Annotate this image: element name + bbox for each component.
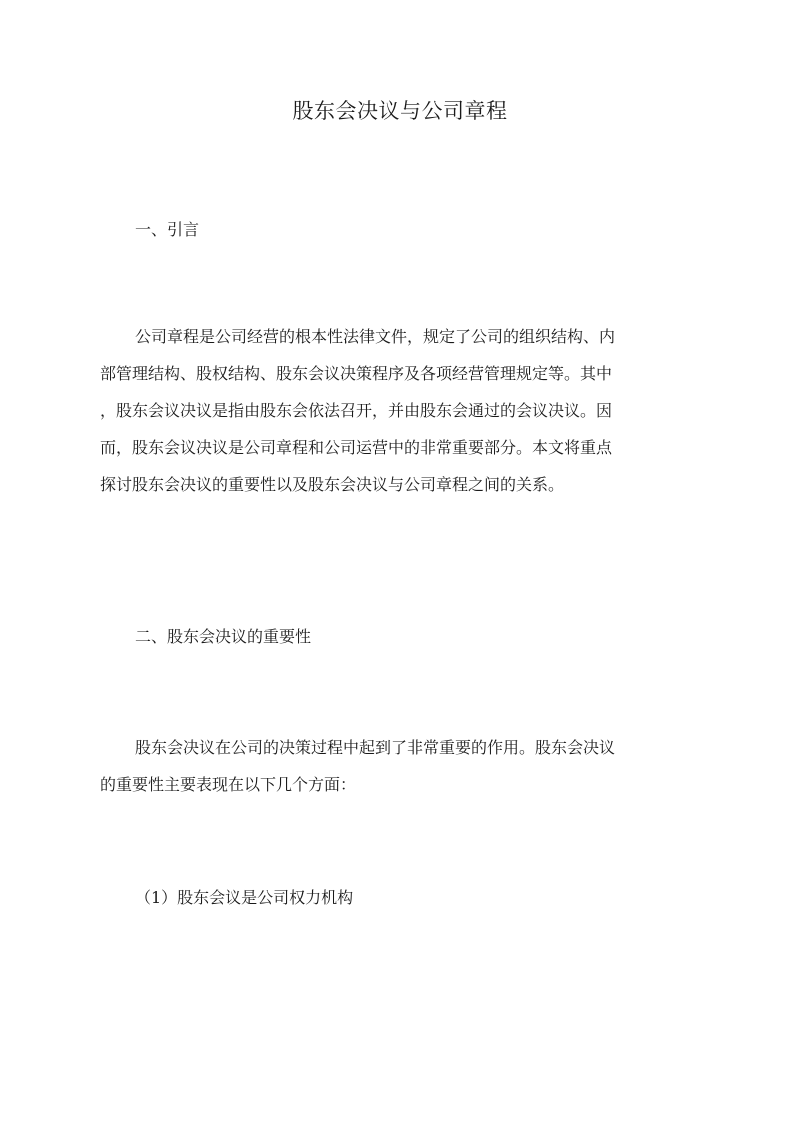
paragraph-introduction: [100, 318, 700, 503]
list-item-shareholders-meeting: （1）股东会议是公司权力机构: [135, 888, 354, 907]
paragraph-line: 而，股东会议决议是公司章程和公司运营中的非常重要部分。本文将重点: [100, 438, 613, 457]
section-heading-importance: 二、股东会决议的重要性: [135, 627, 312, 646]
paragraph-line: 股东会决议在公司的决策过程中起到了非常重要的作用。股东会决议: [135, 738, 616, 757]
paragraph-line: ，股东会议决议是指由股东会依法召开，并由股东会通过的会议决议。因: [100, 401, 613, 420]
paragraph-line: 探讨股东会决议的重要性以及股东会决议与公司章程之间的关系。: [100, 475, 565, 494]
paragraph-line: 公司章程是公司经营的根本性法律文件，规定了公司的组织结构、内: [135, 327, 616, 346]
document-title: 股东会决议与公司章程: [292, 99, 508, 123]
paragraph-line: 的重要性主要表现在以下几个方面：: [100, 775, 357, 794]
paragraph-importance: [100, 729, 700, 803]
paragraph-line: 部管理结构、股权结构、股东会议决策程序及各项经营管理规定等。其中: [100, 364, 613, 383]
section-heading-introduction: 一、引言: [135, 220, 200, 239]
